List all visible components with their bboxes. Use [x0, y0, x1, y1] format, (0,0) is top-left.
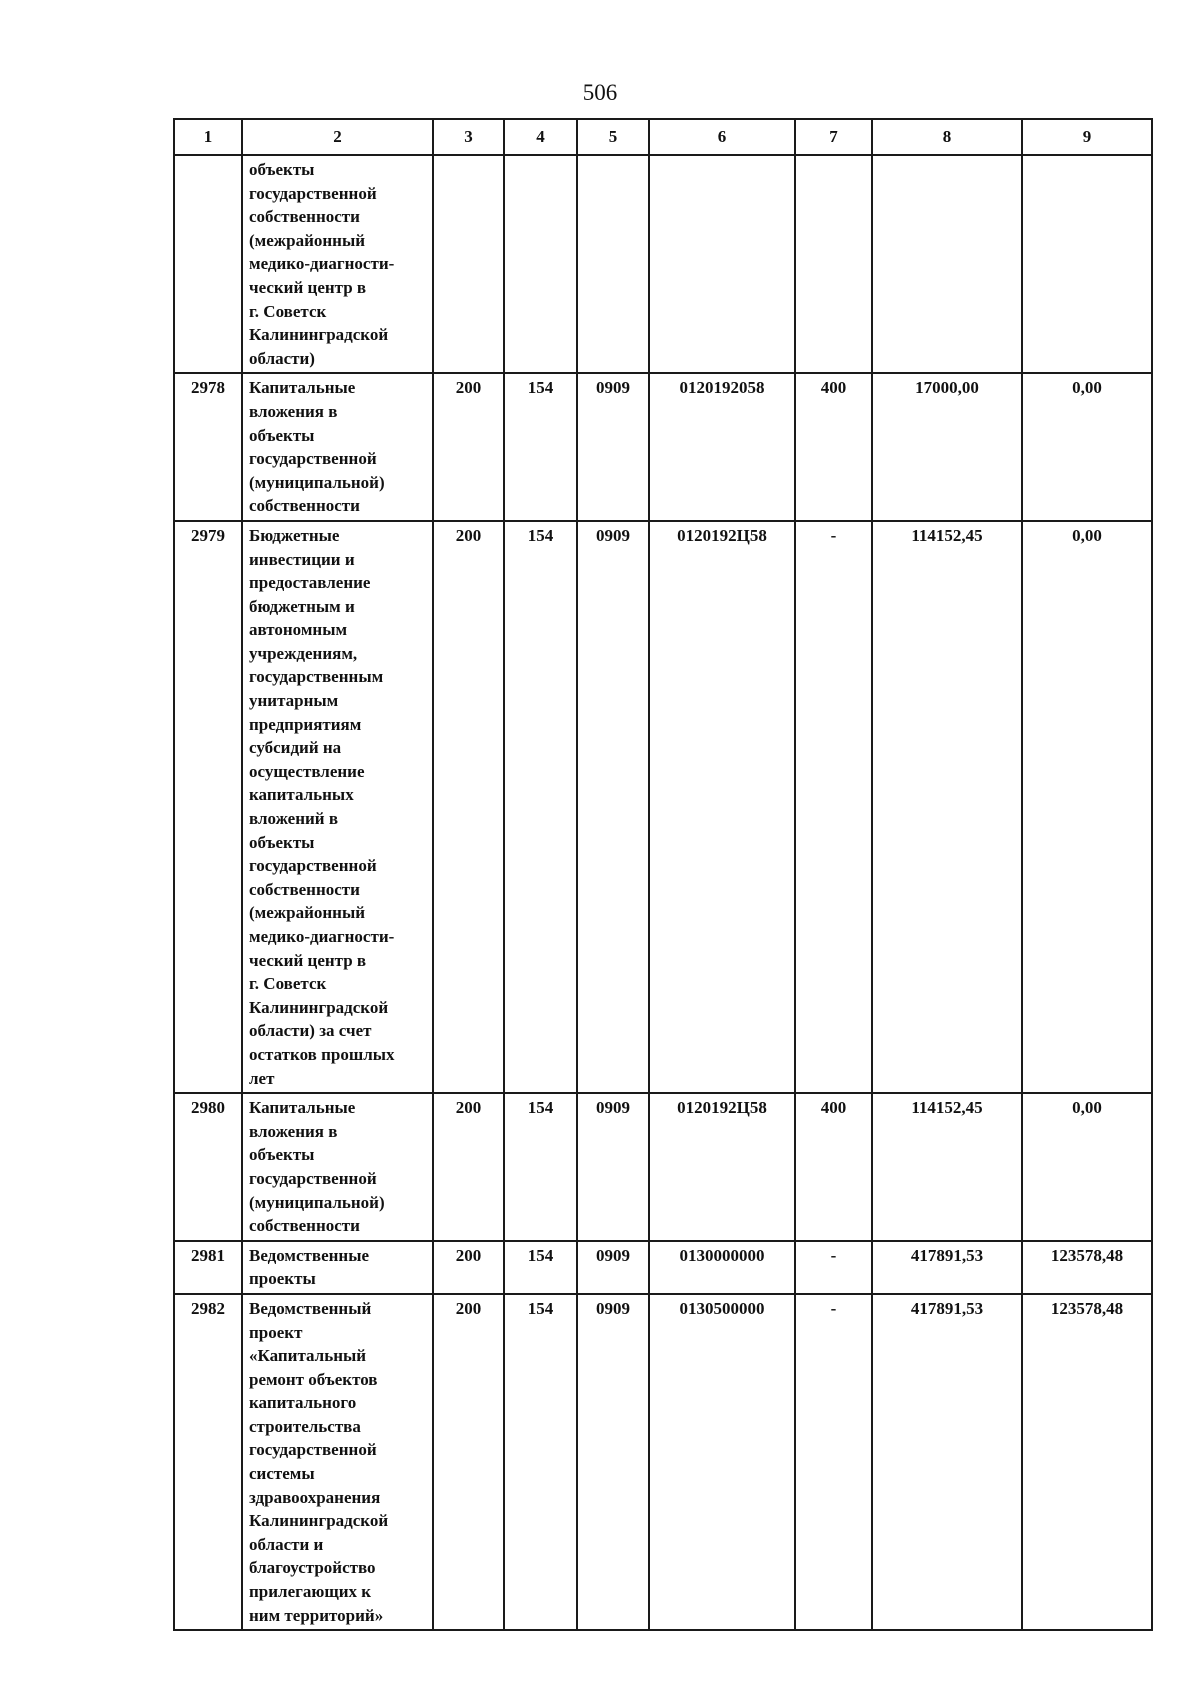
- row-col3: [433, 155, 504, 373]
- row-name: Ведомственный проект «Капитальный ремонт объектов капитального строительства государственной системы здравоохранения Калининградской области и благоустройство прилегающих к ним территорий»: [242, 1294, 433, 1630]
- row-number: 2982: [174, 1294, 242, 1630]
- row-col3: 200: [433, 1241, 504, 1294]
- row-number: 2981: [174, 1241, 242, 1294]
- row-col3: 200: [433, 373, 504, 521]
- header-row: [174, 119, 1152, 155]
- row-number: [174, 155, 242, 373]
- row-col6: 0120192058: [649, 373, 795, 521]
- table-row: [174, 155, 1152, 373]
- row-col3: 200: [433, 521, 504, 1093]
- row-col8: 114152,45: [872, 521, 1022, 1093]
- row-col7: [795, 155, 872, 373]
- row-col4: 154: [504, 373, 577, 521]
- row-number: 2979: [174, 521, 242, 1093]
- column-header-1: 1: [174, 119, 242, 155]
- row-col5: 0909: [577, 1294, 649, 1630]
- row-col6: 0120192Ц58: [649, 1093, 795, 1241]
- row-col3: 200: [433, 1294, 504, 1630]
- row-col4: 154: [504, 1294, 577, 1630]
- table-row: [174, 1241, 1152, 1294]
- row-col5: 0909: [577, 373, 649, 521]
- row-col9: 0,00: [1022, 1093, 1152, 1241]
- row-name: Ведомственные проекты: [242, 1241, 433, 1294]
- row-col8: 417891,53: [872, 1241, 1022, 1294]
- table-row: [174, 1294, 1152, 1630]
- row-col6: [649, 155, 795, 373]
- row-col7: -: [795, 521, 872, 1093]
- row-col8: [872, 155, 1022, 373]
- row-col9: [1022, 155, 1152, 373]
- row-col8: 417891,53: [872, 1294, 1022, 1630]
- row-name: Капитальные вложения в объекты государственной (муниципальной) собственности: [242, 1093, 433, 1241]
- row-col4: 154: [504, 1093, 577, 1241]
- column-header-8: 8: [872, 119, 1022, 155]
- column-header-4: 4: [504, 119, 577, 155]
- column-header-5: 5: [577, 119, 649, 155]
- column-header-9: 9: [1022, 119, 1152, 155]
- table-row: [174, 1093, 1152, 1241]
- page-number: 506: [582, 80, 618, 105]
- row-col8: 17000,00: [872, 373, 1022, 521]
- row-name: объекты государственной собственности (межрайонный медико-диагности- ческий центр в г. Советск Калининградской области): [242, 155, 433, 373]
- row-name: Капитальные вложения в объекты государственной (муниципальной) собственности: [242, 373, 433, 521]
- row-col9: 123578,48: [1022, 1241, 1152, 1294]
- row-number: 2980: [174, 1093, 242, 1241]
- table-row: [174, 521, 1152, 1093]
- row-col5: 0909: [577, 521, 649, 1093]
- row-col7: 400: [795, 373, 872, 521]
- column-header-3: 3: [433, 119, 504, 155]
- row-col9: 0,00: [1022, 373, 1152, 521]
- row-col4: 154: [504, 521, 577, 1093]
- budget-table: [173, 118, 1153, 1631]
- row-col3: 200: [433, 1093, 504, 1241]
- row-col9: 123578,48: [1022, 1294, 1152, 1630]
- row-col8: 114152,45: [872, 1093, 1022, 1241]
- column-header-2: 2: [242, 119, 433, 155]
- row-col5: 0909: [577, 1093, 649, 1241]
- row-col6: 0120192Ц58: [649, 521, 795, 1093]
- row-col7: -: [795, 1241, 872, 1294]
- row-col5: 0909: [577, 1241, 649, 1294]
- row-col6: 0130000000: [649, 1241, 795, 1294]
- row-col4: 154: [504, 1241, 577, 1294]
- row-name: Бюджетные инвестиции и предоставление бюджетным и автономным учреждениям, государственным унитарным предприятиям субсидий на осуществление капитальных вложений в объекты государственной собственности (межрайонный медико-диагности- ческий центр в г. Советск Калининградской области) за счет остатков прошлых лет: [242, 521, 433, 1093]
- row-col7: 400: [795, 1093, 872, 1241]
- row-col7: -: [795, 1294, 872, 1630]
- row-col6: 0130500000: [649, 1294, 795, 1630]
- row-number: 2978: [174, 373, 242, 521]
- row-col4: [504, 155, 577, 373]
- row-col5: [577, 155, 649, 373]
- table-row: [174, 373, 1152, 521]
- column-header-6: 6: [649, 119, 795, 155]
- column-header-7: 7: [795, 119, 872, 155]
- row-col9: 0,00: [1022, 521, 1152, 1093]
